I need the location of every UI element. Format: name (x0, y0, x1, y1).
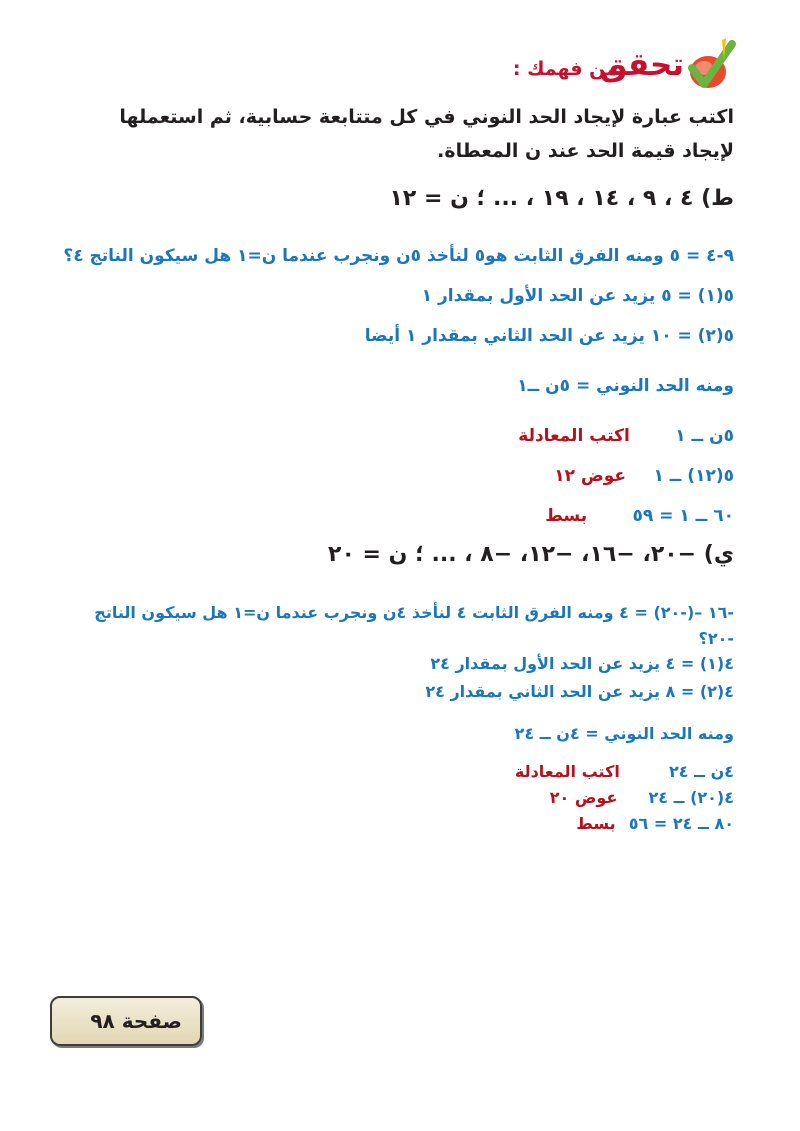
problem-y-label: ي) (703, 542, 734, 567)
problem-t-sequence: ٤ ، ٩ ، ١٤ ، ١٩ ، ... ؛ ن = ١٢ (389, 186, 694, 211)
solution-y-line3: ٤(٢) = ٨ يزيد عن الحد الثاني بمقدار ٢٤ (425, 682, 734, 701)
solution-y-line1: -١٦ –(-٢٠) = ٤ ومنه الفرق الثابت ٤ لنأخذ ٤ن ونجرب عندما ن=١ هل سيكون الناتج -٢٠؟ (94, 603, 734, 648)
solution-y-eq3-expr: ٨٠ ــ ٢٤ = ٥٦ (628, 814, 734, 833)
solution-t-eq2-note: عوض ١٢ (554, 466, 627, 486)
solution-y-line4: ومنه الحد النوني = ٤ن ــ ٢٤ (514, 724, 734, 743)
problem-t (390, 186, 735, 211)
problem-t-label: ط) (701, 186, 734, 211)
instructions-text: اكتب عبارة لإيجاد الحد النوني في كل متتابعة حسابية، ثم استعملها لإيجاد قيمة الحد عند ن المعطاة. (119, 106, 734, 162)
solution-t-eq2-expr: ٥(١٢) ــ ١ (653, 466, 734, 486)
header-title: تحقق (599, 47, 684, 83)
problem-y (328, 542, 734, 567)
header-subtitle: من فهمك : (512, 58, 618, 80)
solution-y-line2: ٤(١) = ٤ يزيد عن الحد الأول بمقدار ٢٤ (430, 654, 734, 673)
check-badge-icon (682, 38, 740, 94)
section-header (480, 38, 740, 92)
solution-t-eq3-note: بسط (545, 506, 588, 526)
solution-t-line1: ٩-٤ = ٥ ومنه الفرق الثابت هو٥ لنأخذ ٥ن ونجرب عندما ن=١ هل سيكون الناتج ٤؟ (63, 246, 734, 266)
solution-t-eq1 (518, 426, 734, 446)
solution-t-line2: ٥(١) = ٥ يزيد عن الحد الأول بمقدار ١ (421, 286, 734, 306)
solution-t-eq2 (554, 466, 734, 486)
solution-t-eq3 (545, 506, 734, 526)
solution-t-eq3-expr: ٦٠ ــ ١ = ٥٩ (632, 506, 734, 526)
solution-t-eq1-expr: ٥ن ــ ١ (675, 426, 734, 446)
solution-y-eq2-note: عوض ٢٠ (549, 788, 618, 807)
solution-t-line3: ٥(٢) = ١٠ يزيد عن الحد الثاني بمقدار ١ أيضا (364, 326, 734, 346)
solution-y-eq1-note: اكتب المعادلة (514, 762, 620, 781)
problem-y-sequence: −٢٠، −١٦، −١٢، −٨ ، ... ؛ ن = ٢٠ (328, 542, 697, 567)
solution-t-line4: ومنه الحد النوني = ٥ن ــ١ (517, 376, 734, 396)
solution-y-eq3 (576, 814, 734, 833)
solution-y-eq1 (515, 762, 734, 781)
solution-t-eq1-note: اكتب المعادلة (518, 426, 630, 446)
page-number-label: صفحة ٩٨ (90, 1009, 182, 1033)
solution-y-eq2-expr: ٤(٢٠) ــ ٢٤ (648, 788, 734, 807)
solution-y-eq3-note: بسط (576, 814, 616, 833)
page-number-badge (50, 996, 202, 1046)
solution-y-eq2 (550, 788, 734, 807)
solution-y-eq1-expr: ٤ن ــ ٢٤ (668, 762, 734, 781)
